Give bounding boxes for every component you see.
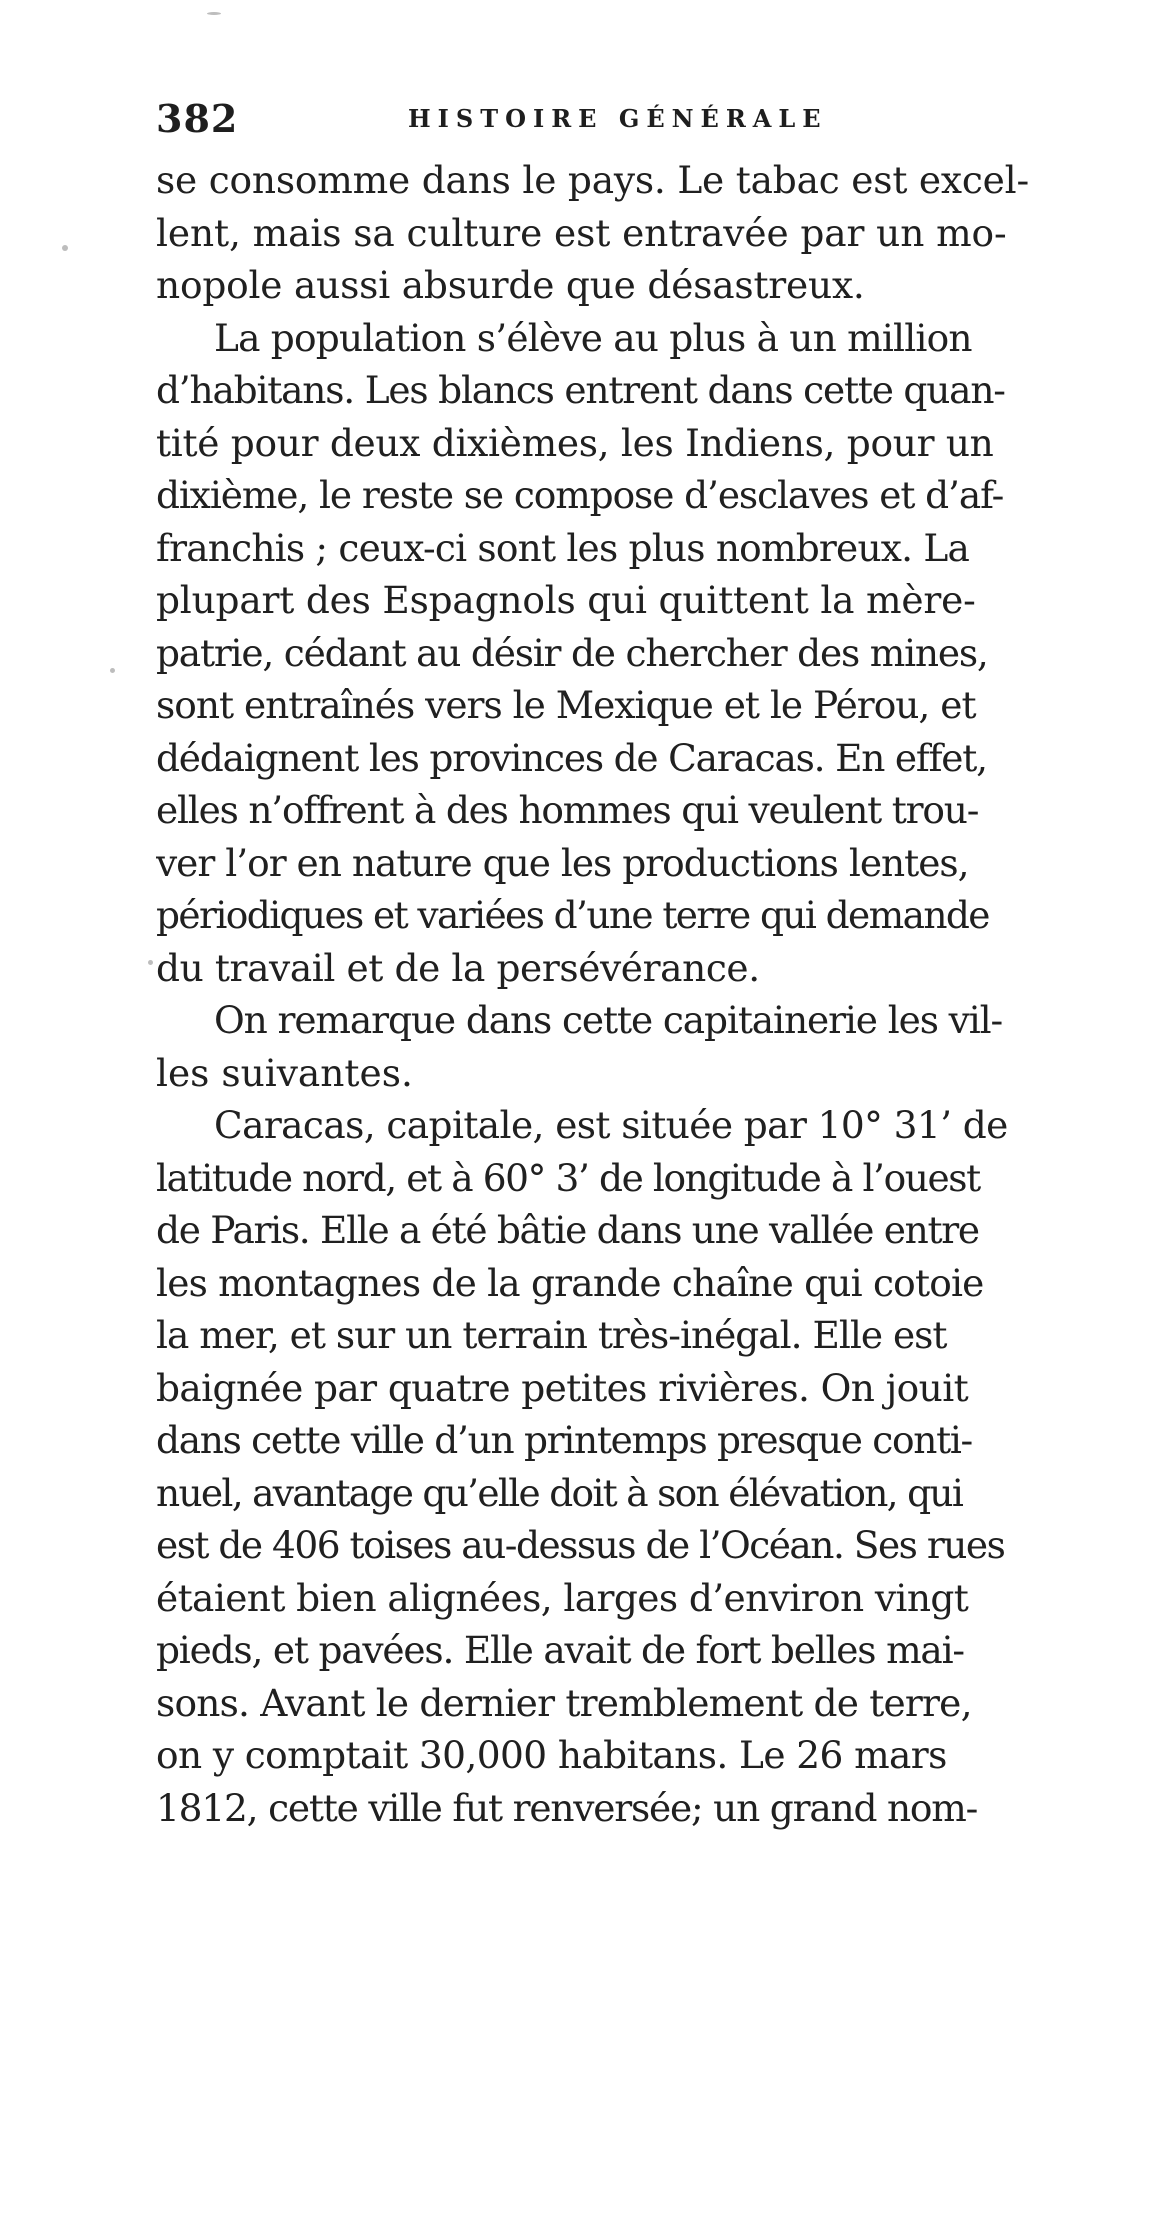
text-line: dixième, le reste se compose d’esclaves et d’af- <box>156 473 1004 517</box>
text-line: d’habitans. Les blancs entrent dans cette quan- <box>156 368 1005 412</box>
text-line: nopole aussi absurde que désastreux. <box>156 263 865 307</box>
text-line: pieds, et pavées. Elle avait de fort belles mai- <box>156 1628 964 1672</box>
text-line: se consomme dans le pays. Le tabac est excel- <box>156 158 1029 202</box>
text-line: plupart des Espagnols qui quittent la mère- <box>156 578 976 622</box>
body-text <box>156 154 1132 1834</box>
text-line: sons. Avant le dernier tremblement de terre, <box>156 1680 972 1725</box>
text-line: On remarque dans cette capitainerie les vil- <box>214 998 1003 1042</box>
text-line: de Paris. Elle a été bâtie dans une vallée entre <box>156 1208 979 1252</box>
text-line: La population s’élève au plus à un million <box>214 315 972 360</box>
running-title: HISTOIRE GÉNÉRALE <box>408 104 828 133</box>
text-line: du travail et de la persévérance. <box>156 945 760 990</box>
text-line: elles n’offrent à des hommes qui veulent trou- <box>156 788 979 832</box>
paper-speck <box>62 245 68 251</box>
text-line: dans cette ville d’un printemps presque conti- <box>156 1418 972 1462</box>
text-line: Caracas, capitale, est située par 10° 31’ de <box>214 1103 1008 1147</box>
text-line: les suivantes. <box>156 1050 413 1095</box>
text-line: nuel, avantage qu’elle doit à son élévation, qui <box>156 1470 963 1515</box>
text-line: tité pour deux dixièmes, les Indiens, pour un <box>156 420 994 465</box>
text-line: latitude nord, et à 60° 3’ de longitude à l’ouest <box>156 1155 980 1200</box>
text-line: 1812, cette ville fut renversée; un grand nom- <box>156 1785 978 1830</box>
page-header <box>156 96 976 152</box>
paper-speck <box>110 668 115 673</box>
text-line: lent, mais sa culture est entravée par un mo- <box>156 210 1007 255</box>
text-line: patrie, cédant au désir de chercher des mines, <box>156 630 988 675</box>
page-number: 382 <box>156 96 239 141</box>
text-line: dédaignent les provinces de Caracas. En effet, <box>156 735 987 780</box>
text-line: périodiques et variées d’une terre qui demande <box>156 893 989 937</box>
paper-speck <box>207 12 221 15</box>
text-line: franchis ; ceux-ci sont les plus nombreux. La <box>156 525 970 570</box>
text-line: sont entraînés vers le Mexique et le Pérou, et <box>156 683 976 727</box>
text-line: étaient bien alignées, larges d’environ vingt <box>156 1575 969 1620</box>
text-line: les montagnes de la grande chaîne qui cotoie <box>156 1260 984 1305</box>
text-line: est de 406 toises au-dessus de l’Océan. Ses rues <box>156 1523 1005 1567</box>
text-line: ver l’or en nature que les productions lentes, <box>156 840 969 885</box>
text-line: la mer, et sur un terrain très-inégal. Elle est <box>156 1313 947 1357</box>
paper-speck <box>148 960 153 965</box>
text-line: baignée par quatre petites rivières. On jouit <box>156 1365 969 1410</box>
text-line: on y comptait 30,000 habitans. Le 26 mars <box>156 1733 947 1777</box>
